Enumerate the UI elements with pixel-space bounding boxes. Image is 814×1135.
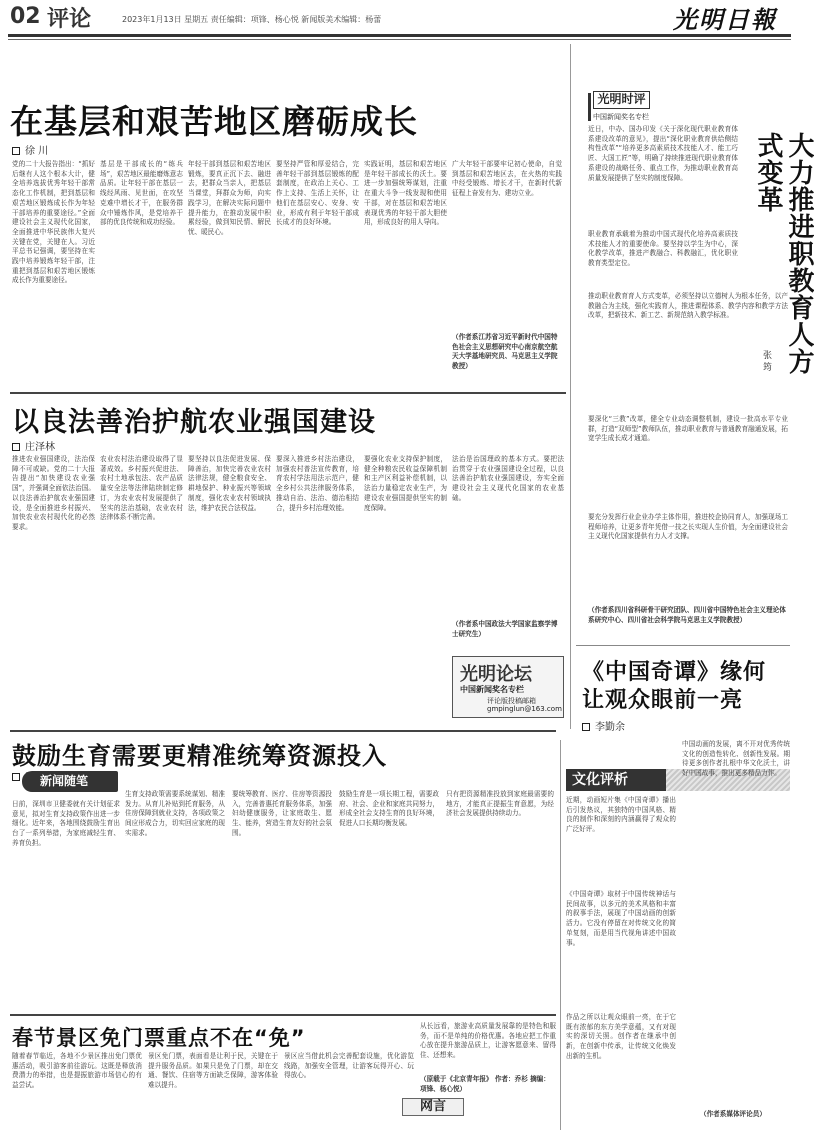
article3-col-1: 日前，深圳市卫健委就有关计划征求意见，拟对生育支持政策作出进一步细化。近年来，各地围绕鼓励生育出台了一系列举措，为家庭减轻生育、养育负担。 bbox=[12, 800, 120, 847]
sidebar2-affiliation: （作者系媒体评论员） bbox=[700, 1110, 766, 1118]
column-divider bbox=[570, 44, 571, 729]
header-rule bbox=[8, 34, 791, 37]
article2-author: 庄泽林 bbox=[25, 442, 55, 453]
article3-col-3: 要统筹教育、医疗、住房等资源投入，完善普惠托育服务体系，加强妇幼健康服务，让家庭敢生、愿生、能养，营造生育友好的社会氛围。 bbox=[232, 790, 332, 837]
sidebar2-byline bbox=[582, 718, 625, 733]
forum-mail-label: 评论版投稿邮箱 bbox=[487, 697, 536, 705]
article3-col-4: 鼓励生育是一项长期工程，需要政府、社会、企业和家庭共同努力，形成全社会支持生育的良好环境，促进人口长期均衡发展。 bbox=[339, 790, 439, 828]
article4-col-1: 随着春节临近，各地不少景区推出免门票优惠活动，吸引游客前往游玩。这既是释放消费潜力的举措，也是提振旅游市场信心的有益尝试。 bbox=[12, 1052, 142, 1090]
article2-title: 以良法善治护航农业强国建设 bbox=[12, 407, 376, 438]
article1-col-6: 广大年轻干部要牢记初心使命，自觉到基层和艰苦地区去，在火热的实践中经受锻炼、增长才干，在新时代新征程上奋发有为、建功立业。 bbox=[452, 160, 562, 198]
article2-col-2: 农业农村法治建设取得了显著成效。乡村振兴促进法、农村土地承包法、农产品质量安全法等法律陆续制定修订，为农业农村发展提供了坚实的法治基础，农业农村法律体系不断完善。 bbox=[100, 455, 183, 522]
shiping-label: 光明时评 bbox=[593, 91, 650, 109]
section-rule-2 bbox=[10, 730, 556, 732]
forum-sub: 中国新闻奖名专栏 bbox=[460, 685, 524, 694]
sidebar2-author: 李勤余 bbox=[595, 722, 625, 733]
article2-col-4: 要深入推进乡村法治建设，加强农村普法宣传教育，培育农村学法用法示范户，健全乡村公共法律服务体系，推动自治、法治、德治相结合，提升乡村治理效能。 bbox=[276, 455, 359, 512]
sidebar-author: 张 筠 bbox=[761, 350, 771, 371]
forum-title: 光明论坛 bbox=[460, 664, 532, 685]
article1-col-1: 党的二十大报告指出：“抓好后继有人这个根本大计，健全培养选拔优秀年轻干部常态化工作机制，把到基层和艰苦地区锻炼成长作为年轻干部培养的重要途径。”全面建设社会主义现代化国家，全面推进中华民族伟大复兴关键在党，关键在人。习近平总书记强调，要坚持在实践中培养锻炼年轻干部，注重把到基层和艰苦地区锻炼成长作为重要途径。 bbox=[12, 160, 95, 285]
article1-col-5: 实践证明，基层和艰苦地区是年轻干部成长的沃土。要进一步加强统筹谋划，注重在重大斗争一线发现和使用干部，对在基层和艰苦地区表现优秀的年轻干部大胆使用，形成良好的用人导向。 bbox=[364, 160, 447, 227]
news-essay-badge: 新闻随笔 bbox=[22, 771, 118, 792]
article4-title: 春节景区免门票重点不在“免” bbox=[12, 1026, 306, 1050]
sidebar2-title-line1: 《中国奇谭》缘何 bbox=[582, 660, 767, 685]
article2-col-6: 法治是治国理政的基本方式。要把法治贯穿于农业强国建设全过程，以良法善治护航农业强国建设，夯实全面建设社会主义现代化国家的农业基础。 bbox=[452, 455, 564, 502]
article3-title: 鼓励生育需要更精准统筹资源投入 bbox=[12, 742, 387, 770]
sidebar-para-5: 要充分发挥行业企业办学主体作用，推进校企协同育人，加强现场工程师培养，让更多青年凭借一技之长实现人生价值，为全面建设社会主义现代化国家提供有力人才支撑。 bbox=[588, 513, 788, 541]
article3-col-2: 生育支持政策需要系统谋划、精准发力。从育儿补贴到托育服务，从住房保障到就业支持，各项政策之间应形成合力，切实回应家庭的现实需求。 bbox=[125, 790, 225, 837]
article2-col-5: 要强化农业支持保护制度，健全种粮农民收益保障机制和主产区利益补偿机制，以法治力量稳定农业生产，为建设农业强国提供坚实的制度保障。 bbox=[364, 455, 447, 512]
sidebar-para-4: 要深化“三教”改革，健全专业动态调整机制，建设一批高水平专业群，打造“双师型”教师队伍，推动职业教育与普通教育融通发展，拓宽学生成长成才通道。 bbox=[588, 415, 788, 443]
article1-col-3: 年轻干部到基层和艰苦地区锻炼，要真正沉下去、融进去，把群众当亲人，把基层当课堂，拜群众为师，向实践学习，在解决实际问题中提升能力，在推动发展中积累经验，做到知民情、解民忧、暖民心。 bbox=[188, 160, 271, 236]
article1-title: 在基层和艰苦地区磨砺成长 bbox=[10, 102, 418, 141]
sidebar2-rule bbox=[576, 645, 790, 646]
article4-affiliation: （原载于《北京青年报》 作者：乔杉 摘编：项锋、杨心悦） bbox=[420, 1075, 550, 1093]
sidebar2-para-3: 作品之所以让观众眼前一亮，在于它既有浓郁的东方美学意蕴，又有对现实的深切关照。创作者在继承中创新，在创新中传承，让传统文化焕发出新的生机。 bbox=[566, 1013, 676, 1060]
sidebar-para-2: 职业教育承载着为推动中国式现代化培养高素质技术技能人才的重要使命。要坚持以学生为中心，深化教学改革，推进产教融合、科教融汇，优化职业教育类型定位。 bbox=[588, 230, 738, 268]
header-rule-thin bbox=[8, 39, 791, 40]
column-divider-bottom bbox=[560, 740, 561, 1130]
sidebar2-title-line2: 让观众眼前一亮 bbox=[582, 688, 744, 713]
article3-col-5: 只有把资源精准投放到家庭最需要的地方，才能真正提振生育意愿，为经济社会发展提供持续动力。 bbox=[446, 790, 554, 818]
article2-affiliation: （作者系中国政法大学国家监察学博士研究生） bbox=[452, 620, 558, 638]
sidebar2-para-2: 《中国奇谭》取材于中国传统神话与民间故事，以多元的美术风格和丰富的叙事手法，展现了中国动画的创新活力。它没有停留在对传统文化的简单复刻，而是用当代视角讲述中国故事。 bbox=[566, 890, 676, 947]
shiping-sub: 中国新闻奖名专栏 bbox=[593, 113, 649, 121]
article4-col-2: 景区免门票，表面看是让利于民，关键在于提升服务品质。如果只是免了门票，却在交通、餐饮、住宿等方面缺乏保障，游客体验难以提升。 bbox=[148, 1052, 278, 1090]
sidebar-affiliation: （作者系四川省科研骨干研究团队、四川省中国特色社会主义理论体系研究中心、四川省社会科学院马克思主义学院教授） bbox=[588, 606, 786, 624]
wangyan-badge: 网言 bbox=[402, 1098, 464, 1116]
article1-author: 徐 川 bbox=[25, 146, 49, 157]
section-rule-1 bbox=[10, 392, 566, 394]
newspaper-logo: 光明日報 bbox=[673, 5, 777, 34]
article4-col-4: 从长远看，旅游业高质量发展靠的是特色和服务，而不是单纯的价格优惠。各地应把工作重心放在提升旅游品质上，让游客愿意来、留得住、还想来。 bbox=[420, 1022, 556, 1060]
issue-meta: 2023年1月13日 星期五 责任编辑：项锋、杨心悦 新闻版美术编辑：杨蕾 bbox=[122, 15, 382, 24]
shiping-marker bbox=[588, 93, 591, 121]
article4-col-3: 景区应当借此机会完善配套设施，优化游览线路，加强安全管理，让游客玩得开心、玩得放心。 bbox=[284, 1052, 414, 1080]
wenhua-badge: 文化评析 bbox=[566, 769, 666, 791]
page-number: 02 bbox=[10, 4, 41, 29]
article1-byline bbox=[12, 142, 48, 157]
article2-col-3: 要坚持以良法促进发展、保障善治，加快完善农业农村法律法规，健全粮食安全、耕地保护、种业振兴等领域制度，强化农业农村领域执法，维护农民合法权益。 bbox=[188, 455, 271, 512]
section-name: 评论 bbox=[47, 7, 92, 32]
article1-col-4: 要坚持严管和厚爱结合，完善年轻干部到基层锻炼的配套制度，在政治上关心、工作上支持、生活上关怀，让他们在基层安心、安身、安业，形成有利于年轻干部成长成才的良好环境。 bbox=[276, 160, 359, 227]
article1-col-2: 基层是干部成长的“练兵场”，艰苦地区最能磨炼意志品质。让年轻干部在基层一线经风雨、见世面，在攻坚克难中增长才干，在服务群众中锤炼作风，是党培养干部的优良传统和成功经验。 bbox=[100, 160, 183, 227]
section-rule-3 bbox=[10, 1014, 556, 1016]
sidebar2-para-1: 近期，动画短片集《中国奇谭》播出后引发热议，其独特的中国风格、精良的制作和深刻的内涵赢得了观众的广泛好评。 bbox=[566, 796, 676, 834]
article2-col-1: 推进农业强国建设，法治保障不可或缺。党的二十大报告提出“加快建设农业强国”，并强调全面依法治国。以良法善治护航农业强国建设，是全面推进乡村振兴、加快农业农村现代化的必然要求。 bbox=[12, 455, 95, 531]
sidebar-para-3: 推动职业教育育人方式变革，必须坚持以立德树人为根本任务，以产教融合为主线，强化实践育人，推进课程体系、教学内容和教学方法改革，把新技术、新工艺、新规范纳入教学标准。 bbox=[588, 292, 788, 320]
article1-affiliation: （作者系江苏省习近平新时代中国特色社会主义思想研究中心南京航空航天大学基地研究员、马克思主义学院教授） bbox=[452, 333, 558, 371]
article2-byline bbox=[12, 438, 55, 453]
sidebar-title: 大力推进职教育人方式变革 bbox=[753, 132, 814, 375]
sidebar-para-1: 近日，中办、国办印发《关于深化现代职业教育体系建设改革的意见》，提出“深化职业教育供给侧结构性改革”“培养更多高素质技术技能人才、能工巧匠、大国工匠”等，明确了持续推进现代职业教育体系建设的战略任务、重点工作，为推动职业教育高质量发展提供了坚实的制度保障。 bbox=[588, 125, 738, 182]
forum-mail[interactable]: gmpinglun@163.com bbox=[487, 705, 562, 713]
sidebar2-para-4: 中国动画的发展，离不开对优秀传统文化的创造性转化、创新性发展。期待更多创作者扎根中华文化沃土，讲好中国故事，推出更多精品力作。 bbox=[682, 740, 790, 778]
